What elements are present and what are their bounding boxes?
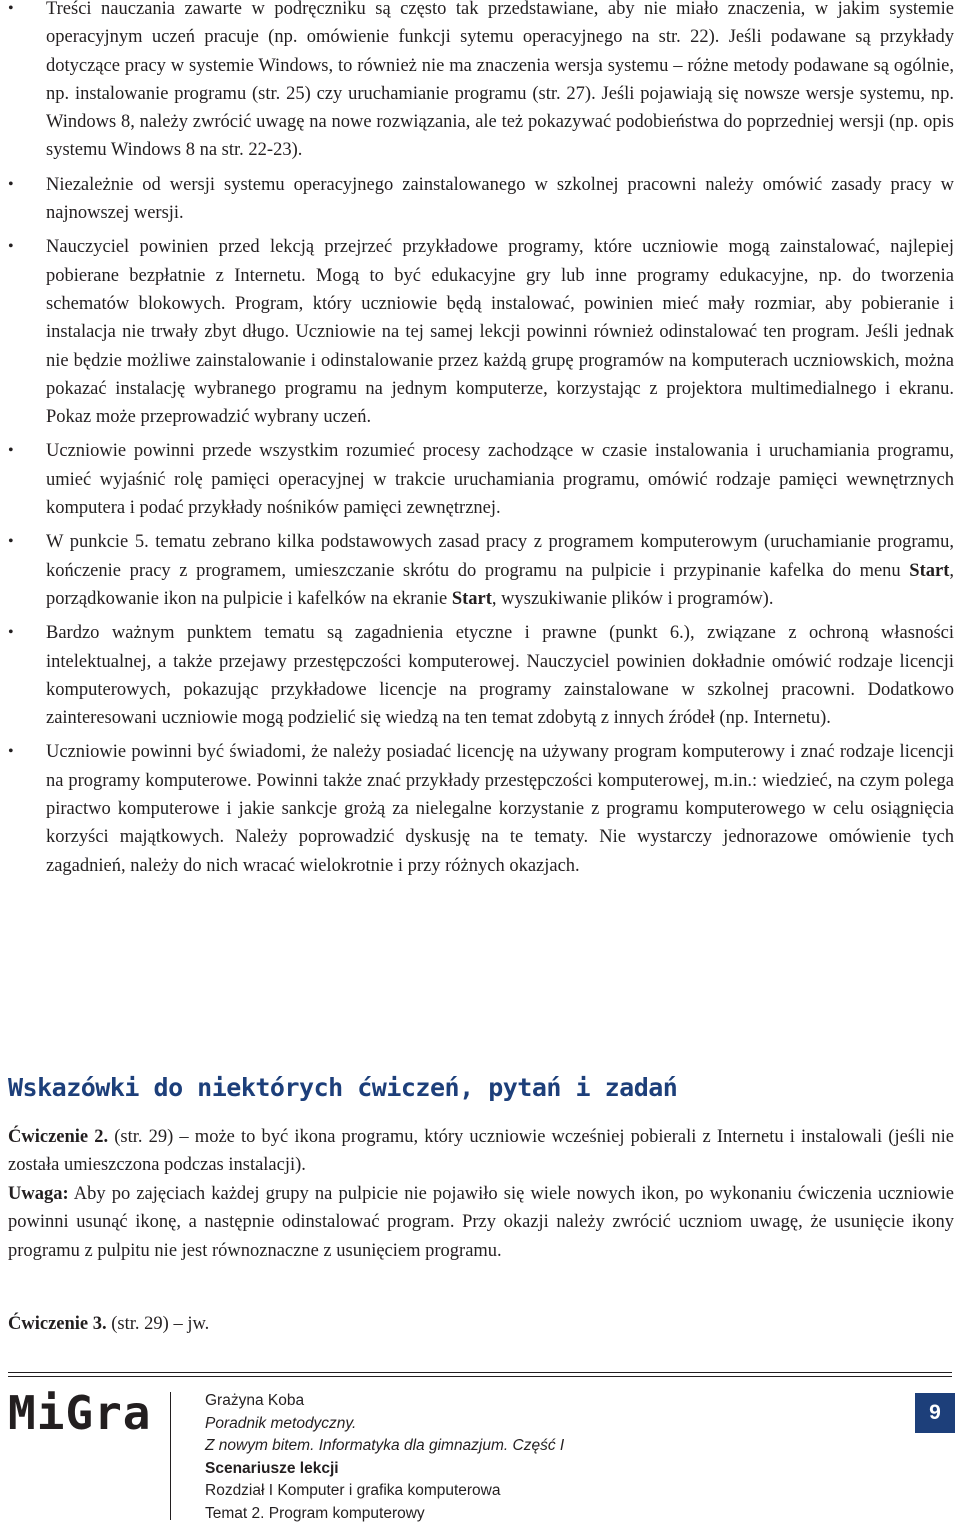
exercise-3-paragraph (8, 1310, 954, 1338)
footer-series: Z nowym bitem. Informatyka dla gimnazjum. Część I (205, 1437, 565, 1454)
bullet-icon: • (8, 238, 14, 256)
note-text: Aby po zajęciach każdej grupy na pulpicie nie pojawiło się wiele nowych ikon, po wykonaniu ćwiczenia uczniowie powinni usunąć ikonę, a następnie odinstalować program. Przy okazji należy zwrócić uczniom uwagę, że usunięcie ikony programu z pulpitu nie jest równoznaczne z usunięciem programu. (8, 1184, 954, 1261)
bullet-icon: • (8, 533, 14, 551)
bullet-text-part: W punkcie 5. tematu zebrano kilka podstawowych zasad pracy z programem komputerowym (uruchamianie programu, kończenie pracy z programem, umieszczanie skrótu do programu na pulpicie i przypinanie kafelka do menu (46, 532, 954, 581)
bullet-text: Niezależnie od wersji systemu operacyjnego zainstalowanego w szkolnej pracowni należy omówić zasady pracy w najnowszej wersji. (46, 174, 954, 224)
bullet-icon: • (8, 0, 14, 17)
list-item (0, 528, 960, 613)
bullet-icon: • (8, 624, 14, 642)
bullet-icon: • (8, 743, 14, 761)
list-item (0, 738, 960, 879)
list-item (0, 233, 960, 431)
bullet-text: Treści nauczania zawarte w podręczniku są często tak przedstawiane, aby nie miało znaczenia, w jakim systemie operacyjnym uczeń pracuje (np. omówienie funkcji sytemu operacyjnego na str. 22). Jeśli podawane są przykłady dotyczące pracy w systemie Windows, to również nie ma znaczenia wersja systemu – różne metody podawane są ogólnie, np. instalowanie programu (str. 25) czy uruchamianie programu (str. 27). Jeśli pojawiają się nowsze wersje systemu, np. Windows 8, należy zwrócić uwagę na nowe rozwiązania, ale też pokazywać podobieństwa do poprzedniej wersji (np. opis systemu Windows 8 na str. 22-23). (46, 0, 954, 161)
footer-section: Scenariusze lekcji (205, 1459, 339, 1477)
bold-term: Start (451, 588, 492, 609)
footer-book-title: Poradnik metodyczny. (205, 1414, 357, 1432)
page-number: 9 (915, 1393, 955, 1433)
bullet-text-part: , wyszukiwanie plików i programów). (491, 588, 774, 609)
publisher-logo: MiGra (8, 1386, 152, 1440)
bullet-icon: • (8, 442, 14, 460)
exercise-text: (str. 29) – może to być ikona programu, który uczniowie wcześniej pobierali z Internetu i instalowali (jeśli nie została umieszczona podczas instalacji). (8, 1127, 954, 1176)
list-item (0, 619, 960, 732)
footer-rule (8, 1372, 952, 1377)
footer-author: Grażyna Koba (205, 1392, 305, 1409)
list-item (0, 0, 960, 165)
bullet-text: Uczniowie powinni przede wszystkim rozumieć procesy zachodzące w czasie instalowania i uruchamiania programu, umieć wyjaśnić rolę pamięci operacyjnej w trakcie uruchamiania programu, omówić rodzaje pamięci wewnętrznych komputera i podać przykłady nośników pamięci zewnętrznej. (46, 441, 954, 519)
exercise-label: Ćwiczenie 3. (8, 1314, 107, 1334)
list-item (0, 437, 960, 522)
note-paragraph (8, 1180, 954, 1265)
exercise-label: Ćwiczenie 2. (8, 1127, 109, 1147)
bullet-text-part: , porządkowanie ikon na pulpicie i kafelków na ekranie (46, 560, 954, 609)
bullet-text: Nauczyciel powinien przed lekcją przejrzeć przykładowe programy, które uczniowie mogą zainstalować, najlepiej pobierane bezpłatnie z Internetu. Mogą to być edukacyjne gry lub inne programy edukacyjne, np. do tworzenia schematów blokowych. Program, który uczniowie będą instalować, powinien mieć mały rozmiar, aby pobieranie i instalacja nie trwały zbyt długo. Uczniowie na tej samej lekcji powinni również odinstalować ten program. Jeśli jednak nie będzie możliwe zainstalowanie i odinstalowanie przez każdą grupę programów na komputerach uczniowskich, można pokazać instalację wybranego programu na jednym komputerze, korzystając z projektora multimedialnego i ekranu. Pokaz może przeprowadzić wybrany uczeń. (46, 237, 954, 428)
bullet-text: Uczniowie powinni być świadomi, że należy posiadać licencję na używany program komputerowy i znać rodzaje licencji na programy komputerowe. Powinni także znać przykłady przestępczości komputerowej, m.in.: wiedzieć, na czym polega piractwo komputerowe i jakie sankcje grożą za nielegalne korzystanie z programu komputerowego w celu osiągnięcia korzyści majątkowych. Należy poprowadzić dyskusję na te tematy. Nie wystarczy jednorazowe omówienie tych zagadnień, należy do nich wracać wielokrotnie i przy różnych okazjach. (46, 742, 954, 876)
bold-term: Start (909, 560, 950, 581)
bullet-icon: • (8, 175, 14, 193)
exercise-text: (str. 29) – jw. (106, 1314, 210, 1334)
footer-info (205, 1390, 564, 1525)
footer-chapter: Rozdział I Komputer i grafika komputerowa (205, 1482, 501, 1499)
list-item (0, 171, 960, 228)
exercise-2-paragraph (8, 1123, 954, 1180)
note-label: Uwaga: (8, 1184, 69, 1204)
footer-topic: Temat 2. Program komputerowy (205, 1504, 425, 1522)
bullet-text: Bardzo ważnym punktem tematu są zagadnienia etyczne i prawne (punkt 6.), związane z ochroną własności intelektualnej, a także przejawy przestępczości komputerowej. Nauczyciel powinien dokładnie omówić rodzaje licencji komputerowych, pokazując przykładowe licencje na programy zainstalowane w szkolnej pracowni. Dodatkowo zainteresowani uczniowie mogą podzielić się wiedzą na ten temat zdobytą z innych źródeł (np. Internetu). (46, 623, 954, 729)
section-heading: Wskazówki do niektórych ćwiczeń, pytań i zadań (8, 1073, 678, 1102)
footer-divider (170, 1392, 171, 1520)
